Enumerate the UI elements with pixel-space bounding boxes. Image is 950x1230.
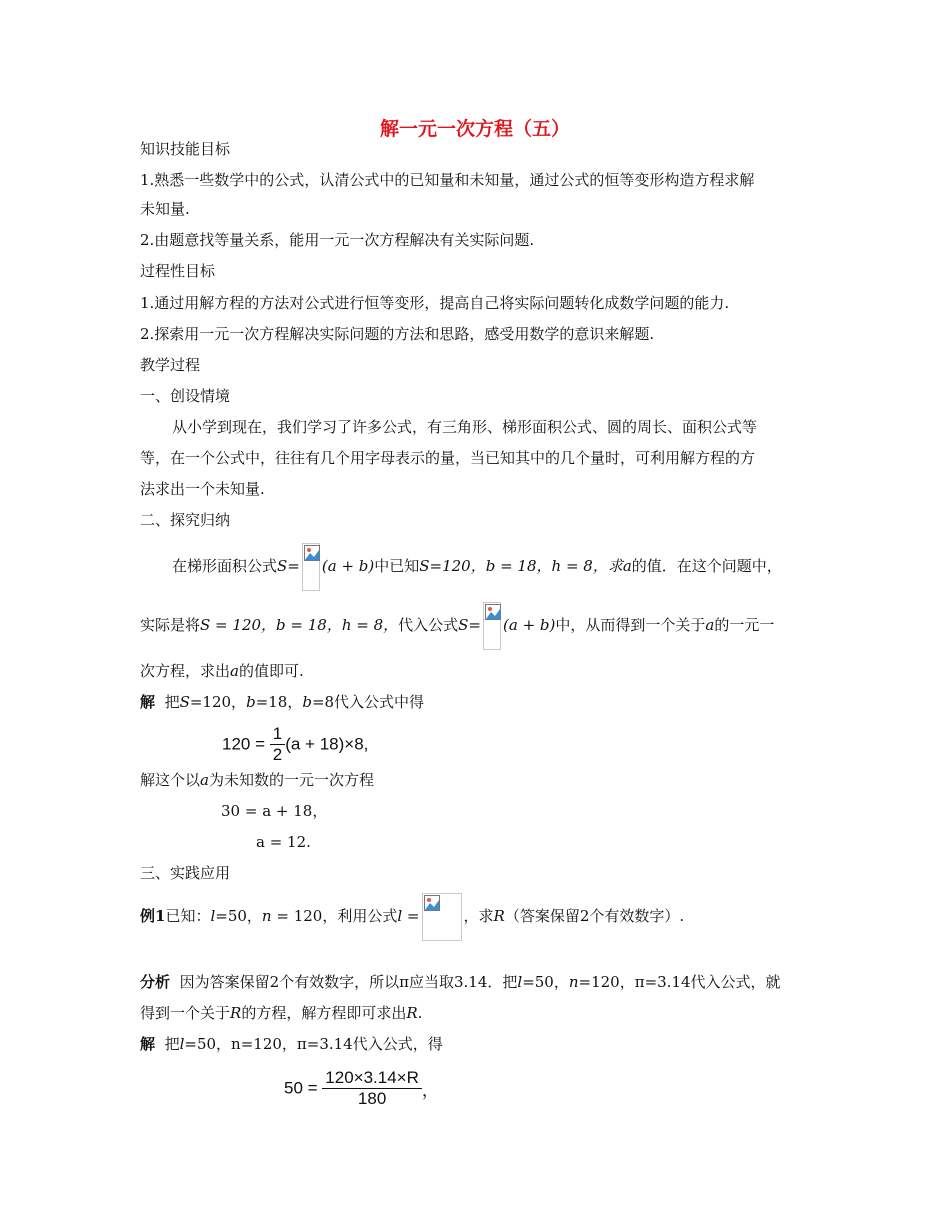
analysis-line-1 xyxy=(140,972,781,992)
var-b: b xyxy=(302,693,312,711)
text: = 120，利用公式 xyxy=(271,907,398,925)
var-r: R xyxy=(230,1004,242,1022)
text: 已知： xyxy=(165,907,211,925)
text: =120，π=3.14代入公式，就 xyxy=(578,973,781,991)
solve-line xyxy=(140,770,374,790)
var-l: l xyxy=(397,907,403,925)
equation-4 xyxy=(284,1068,439,1109)
given-values: S = 120，b = 18，h = 8， xyxy=(200,616,399,634)
var-a: a xyxy=(230,662,239,680)
fraction-numerator: 1 xyxy=(272,724,283,743)
var-l: l xyxy=(210,907,216,925)
text: 把 xyxy=(164,693,180,711)
text: =120， xyxy=(189,693,247,711)
formula-s: S= xyxy=(458,616,482,634)
text: =50，n=120，π=3.14代入公式，得 xyxy=(184,1035,443,1053)
text: 得到一个关于 xyxy=(140,1004,231,1022)
fraction-half xyxy=(270,724,285,765)
text: =18， xyxy=(255,693,303,711)
formula-ab: (a + b) xyxy=(503,616,556,634)
text: =8代入公式中得 xyxy=(311,693,425,711)
broken-image-icon xyxy=(422,893,462,941)
paragraph-1-line2: 等，在一个公式中，往往有几个用字母表示的量，当已知其中的几个量时，可利用解方程的方 xyxy=(140,449,756,467)
text: 中，从而得到一个关于 xyxy=(555,616,706,634)
heading-knowledge-goals: 知识技能目标 xyxy=(140,140,231,158)
fraction-numerator: 120×3.14×R xyxy=(325,1068,419,1087)
fraction-denominator: 180 xyxy=(322,1088,422,1109)
equation-2: 30 = a + 18， xyxy=(221,802,328,820)
var-n: n xyxy=(261,907,272,925)
solution-2-line xyxy=(140,1034,443,1054)
equation-lhs: 120 = xyxy=(222,734,266,754)
text: ，求 xyxy=(463,907,494,925)
text: =50， xyxy=(215,907,262,925)
paragraph-1-line3: 法求出一个未知量. xyxy=(140,480,265,498)
text: 次方程，求出 xyxy=(140,662,231,680)
text: 的值即可. xyxy=(238,662,304,680)
text: 为未知数的一元一次方程 xyxy=(208,771,374,789)
section-3-heading: 三、实践应用 xyxy=(140,864,231,882)
var-a: a xyxy=(705,616,715,634)
section-1-heading: 一、创设情境 xyxy=(140,387,231,405)
equation-tail: ， xyxy=(421,1081,439,1100)
broken-image-icon xyxy=(483,602,501,650)
solution-label: 解 xyxy=(140,1035,156,1053)
text: = xyxy=(402,907,420,925)
text: 因为答案保留2个有效数字，所以π应当取3.14．把 xyxy=(179,973,518,991)
knowledge-goal-2: 2.由题意找等量关系，能用一元一次方程解决有关实际问题. xyxy=(140,231,535,249)
var-b: b xyxy=(246,693,256,711)
heading-teaching-process: 教学过程 xyxy=(140,356,201,374)
var-l: l xyxy=(179,1035,185,1053)
text: 把 xyxy=(164,1035,180,1053)
analysis-label: 分析 xyxy=(140,973,171,991)
var-a: a xyxy=(200,771,209,789)
formula-ab: (a + b) xyxy=(321,557,375,575)
fraction-r xyxy=(322,1068,422,1109)
text: 的值．在这个问题中， xyxy=(631,557,782,575)
var-s: S xyxy=(179,693,190,711)
text: 中已知 xyxy=(374,557,420,575)
heading-process-goals: 过程性目标 xyxy=(140,262,216,280)
text: =50， xyxy=(522,973,569,991)
var-a: a xyxy=(622,557,632,575)
fraction-denominator: 2 xyxy=(270,744,285,765)
solution-label: 解 xyxy=(140,693,156,711)
text: 的一元一 xyxy=(714,616,775,634)
var-n: n xyxy=(568,973,579,991)
var-r: R xyxy=(406,1004,418,1022)
knowledge-goal-1-line2: 未知量. xyxy=(140,200,190,218)
text: 实际是将 xyxy=(140,616,201,634)
substitution-line-2 xyxy=(140,661,304,681)
text: 解这个以 xyxy=(140,771,201,789)
var-r: R xyxy=(493,907,505,925)
document-title: 解一元一次方程（五） xyxy=(379,118,570,140)
text: 代入公式 xyxy=(398,616,459,634)
text: （答案保留2个有效数字）. xyxy=(504,907,685,925)
example-1-line xyxy=(140,892,684,941)
section-2-heading: 二、探究归纳 xyxy=(140,511,231,529)
var-l: l xyxy=(517,973,523,991)
given-values: S=120，b = 18，h = 8，求 xyxy=(419,557,623,575)
knowledge-goal-1-line1: 1.熟悉一些数学中的公式，认清公式中的已知量和未知量，通过公式的恒等变形构造方程求解 xyxy=(140,171,755,189)
solution-line xyxy=(140,692,424,712)
equation-1 xyxy=(222,724,368,765)
text: 在梯形面积公式 xyxy=(172,557,278,575)
question-line xyxy=(172,542,782,591)
broken-image-icon xyxy=(302,543,320,591)
example-label: 例1 xyxy=(140,907,166,925)
text: 的方程，解方程即可求出 xyxy=(241,1004,407,1022)
process-goal-2: 2.探索用一元一次方程解决实际问题的方法和思路，感受用数学的意识来解题. xyxy=(140,325,655,343)
analysis-line-2 xyxy=(140,1003,422,1023)
equation-rhs: (a + 18)×8, xyxy=(285,734,369,754)
process-goal-1: 1.通过用解方程的方法对公式进行恒等变形，提高自己将实际问题转化成数学问题的能力. xyxy=(140,294,730,312)
text: . xyxy=(417,1004,423,1022)
equation-lhs: 50 = xyxy=(284,1078,318,1098)
substitution-line xyxy=(140,601,774,650)
equation-3: a = 12. xyxy=(256,833,311,851)
formula-s: S= xyxy=(277,557,300,575)
paragraph-1-line1: 从小学到现在，我们学习了许多公式，有三角形、梯形面积公式、圆的周长、面积公式等 xyxy=(172,418,758,436)
